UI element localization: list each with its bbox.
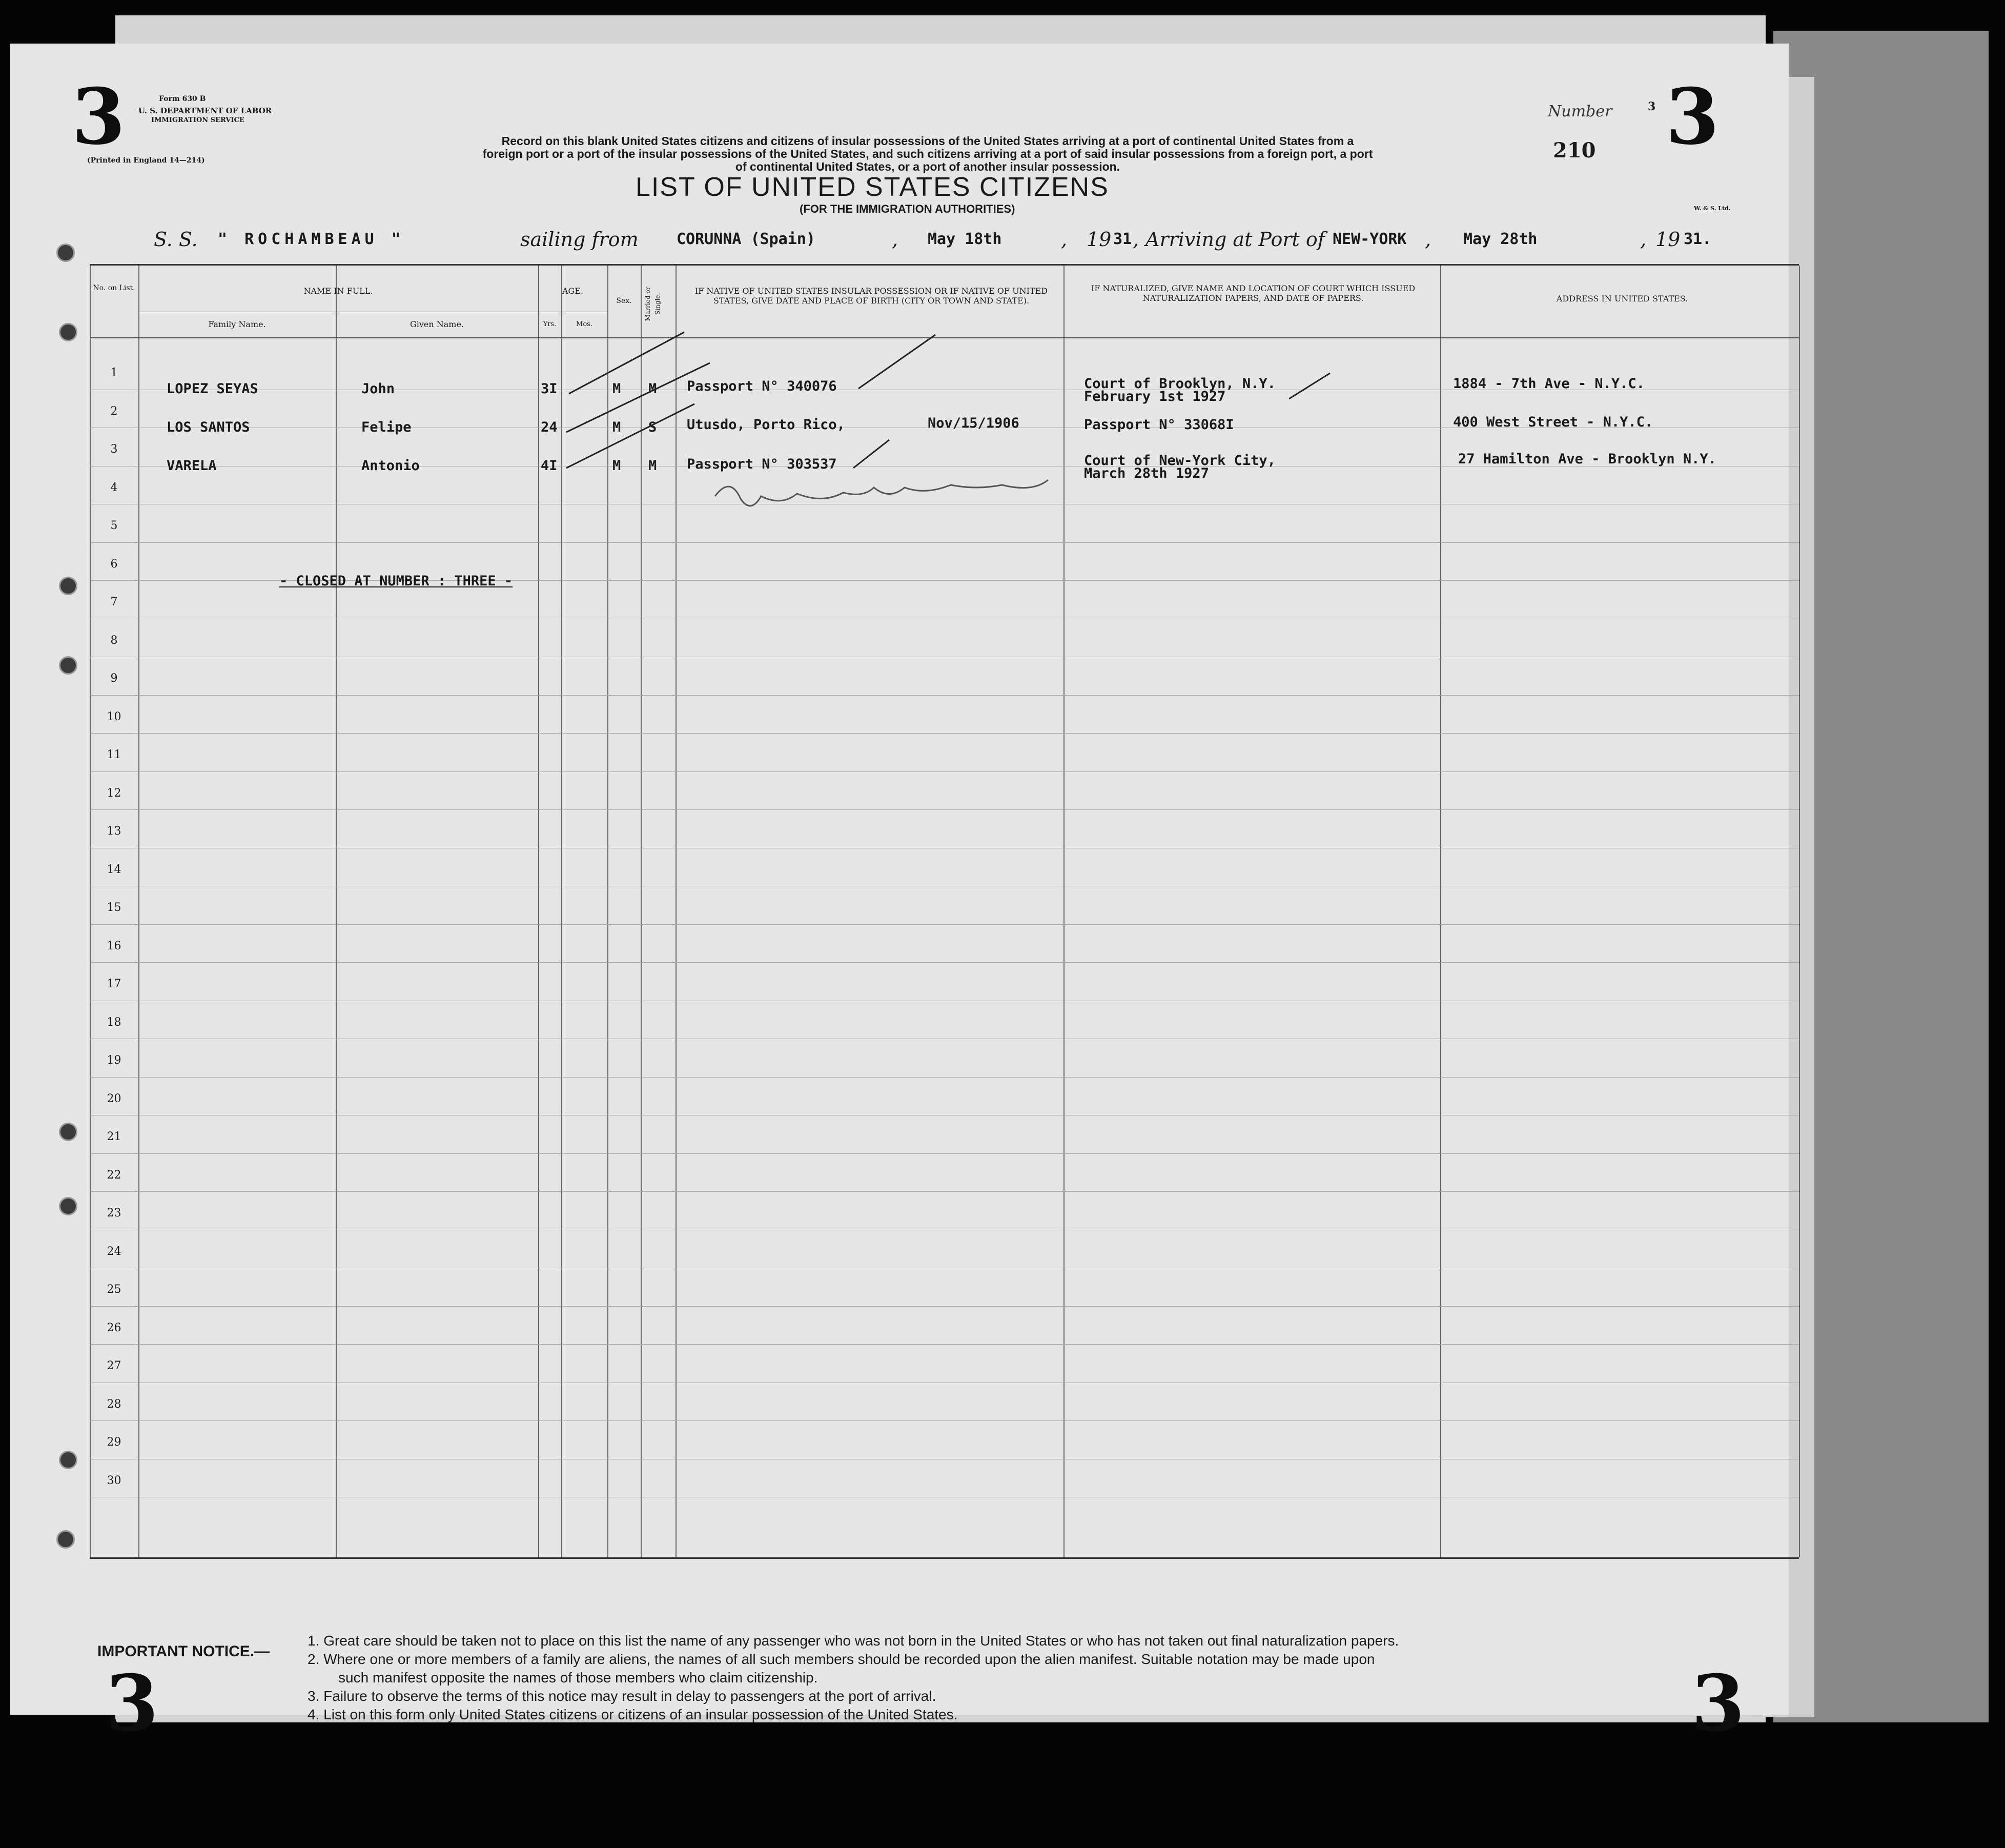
row-number: 16 [107,939,121,952]
row-number: 6 [110,557,118,571]
record-notice: Record on this blank United States citizens and citizens of insular possessions of the United States arriving at a port of continental United States from a foreign port or a port of the insular possessions of the United States, and such citizens arriving at a port of said insular possessions from a foreign port, a port of continental United States, or a port of another insular possession. [482,134,1373,173]
row-number: 11 [107,748,121,761]
arrival-date: May 28th [1463,230,1538,248]
departure-date: May 18th [928,230,1002,248]
manifest-page [10,44,1789,1749]
row-line [90,809,1799,810]
row-number: 10 [107,710,121,723]
row-number: 29 [107,1436,121,1449]
department: U. S. DEPARTMENT OF LABOR [138,106,272,115]
row-number: 3 [110,443,118,456]
header-age: AGE. [562,286,584,296]
row-number: 25 [107,1283,121,1296]
row-number: 30 [107,1474,121,1487]
number-label: Number [1548,103,1612,120]
punch-hole [59,656,77,675]
ship-name: " ROCHAMBEAU " [218,230,405,248]
big-page-number-bottom-left: 3 [105,1658,159,1749]
punch-hole [59,1197,77,1215]
row-number: 8 [110,634,118,647]
header-naturalized: IF NATURALIZED, GIVE NAME AND LOCATION OF COURT WHICH ISSUED NATURALIZATION PAPERS, AND DATE OF PAPERS. [1091,283,1416,303]
form-number: Form 630 B [159,95,206,103]
row-line [90,924,1799,925]
big-page-number-bottom-right: 3 [1691,1658,1745,1749]
row-number: 23 [107,1207,121,1220]
row-line [90,695,1799,696]
row-number: 20 [107,1092,121,1105]
header-name-in-full: NAME IN FULL. [303,286,373,296]
row-number: 15 [107,901,121,914]
number-small: 3 [1648,100,1656,113]
printed-note: (Printed in England 14—214) [87,156,205,165]
row-number: 2 [110,404,118,418]
port-of-departure: CORUNNA (Spain) [677,230,815,248]
row-line [90,1191,1799,1192]
punch-hole [56,243,75,262]
page-subtitle: (FOR THE IMMIGRATION AUTHORITIES) [800,202,1015,215]
row-number: 4 [110,481,118,494]
big-page-number-right: 3 [1666,72,1720,162]
port-of-arrival: NEW-YORK [1333,230,1407,248]
header-address: ADDRESS IN UNITED STATES. [1556,294,1688,303]
punch-hole [59,1451,77,1469]
row-line [90,1153,1799,1154]
service: IMMIGRATION SERVICE [151,116,244,124]
punch-hole [59,323,77,341]
punch-hole [56,1530,75,1549]
header-sex: Sex. [616,297,632,305]
row-number: 22 [107,1168,121,1182]
row-line [90,1077,1799,1078]
passenger-table: No. on List. NAME IN FULL. Family Name. Given Name. AGE. Yrs. Mos. Sex. Married or Single. IF NATIVE OF UNITED STATES INSULAR POSSESSION OR IF NATIVE OF UNITED STATES, GIVE DATE AND PLACE OF BIRTH (CITY OR TOWN AND STATE). IF NATURALIZED, GIVE NAME AND LOCATION OF COURT WHICH ISSUED NATURALIZATION PAPERS, AND DATE OF PAPERS. ADDRESS IN UNITED STATES. 1 2 3 4 5 6 7 8 9 10 11 12 13 14 15 16 17 18 19 20 21 22 23 24 25 26 27 28 29 30 LOPEZ SEYAS John 3I M M Passport N° 340076 Court of Brooklyn, N.Y. February 1st 1927 1884 - 7th Ave - N.Y.C. LOS SANTOS Felipe 24 M S Utusdo, Porto Rico, Nov/15/1906 Passport N° 33068I 400 West Street - N.Y.C. VARELA Antonio 4I M M Passport N° 303537 Court of New-York City, March 28th 1927 27 Hamilton Ave - Brooklyn N.Y. - CLOSED AT NUMBER : THREE - [90,264,1799,1559]
header-family-name: Family Name. [208,319,266,329]
header-mos: Mos. [576,320,592,328]
row-number: 28 [107,1397,121,1411]
page-title: LIST OF UNITED STATES CITIZENS [636,172,1109,202]
row-line [90,771,1799,772]
row-number: 26 [107,1321,121,1334]
sheet-number: 210 [1553,138,1596,163]
row-line [90,1306,1799,1307]
row-line [90,962,1799,963]
important-notice-title: IMPORTANT NOTICE.— [97,1643,270,1660]
row-number: 18 [107,1016,121,1029]
row-line [90,1420,1799,1421]
important-notice-list: 1. Great care should be taken not to place on this list the name of any passenger who was not born in the United States or who has not taken out final naturalization papers. 2. Where one or more members of a family are aliens, the names of all such members should be recorded upon the alien manifest. Suitable notation may be made upon such manifest opposite the names of those members who claim citizenship. 3. Failure to observe the terms of this notice may result in delay to passengers at the port of arrival. 4. List on this form only United States citizens or citizens of an insular possession of the United States. [308,1633,1399,1722]
punch-hole [59,1123,77,1141]
row-number: 24 [107,1245,121,1258]
punch-hole [59,577,77,595]
printer-mark: W. & S. Ltd. [1694,205,1731,212]
row-number: 21 [107,1130,121,1143]
row-number: 5 [110,519,118,532]
row-number: 9 [110,672,118,685]
row-number: 19 [107,1054,121,1067]
row-number: 12 [107,786,121,800]
row-number: 1 [110,367,118,379]
header-given-name: Given Name. [410,319,464,329]
closed-note: - CLOSED AT NUMBER : THREE - [279,573,513,589]
big-page-number: 3 [72,72,126,162]
voyage-line: S. S. " ROCHAMBEAU " sailing from CORUNNA (Spain) , May 18th , 19 31 , Arriving at Port of NEW-YORK , May 28th , 19 31. [154,228,1712,251]
header-yrs: Yrs. [543,320,557,328]
row-number: 13 [107,825,121,838]
row-number: 7 [110,596,118,608]
row-number: 17 [107,978,121,990]
row-line [90,1344,1799,1345]
header-no-on-list: No. on List. [93,284,135,292]
header-married: Married or Single. [644,287,661,321]
row-number: 14 [107,863,121,876]
header-native: IF NATIVE OF UNITED STATES INSULAR POSSESSION OR IF NATIVE OF UNITED STATES, GIVE DATE AND PLACE OF BIRTH (CITY OR TOWN AND STATE). [694,286,1048,306]
row-number: 27 [107,1359,121,1372]
pen-strokes [90,266,1799,573]
row-line [90,733,1799,734]
